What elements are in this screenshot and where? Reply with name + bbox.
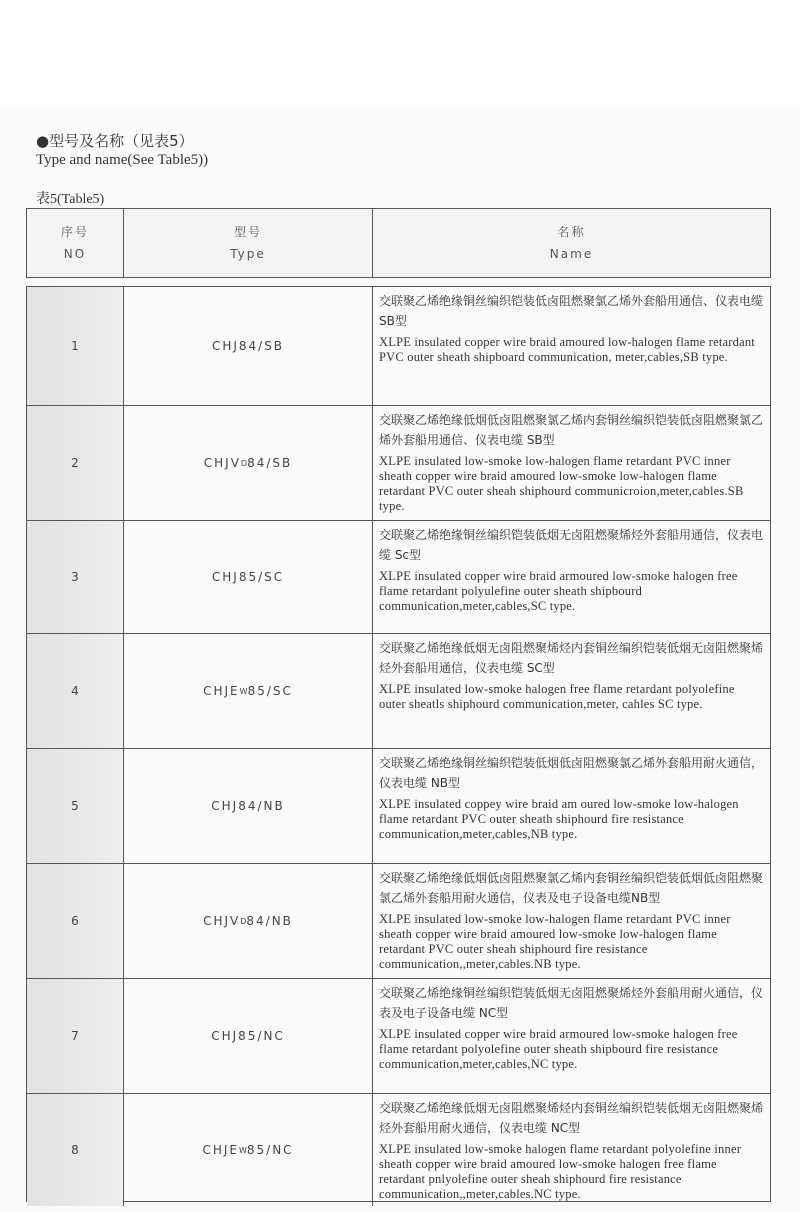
row-name-cn: 交联聚乙烯绝缘铜丝编织铠装低卤阻燃聚氯乙烯外套船用通信、仪表电缆 SB型 — [379, 294, 764, 328]
row-type: CHJE W 85/SC — [124, 634, 373, 748]
table-caption: 表5(Table5) — [36, 192, 105, 207]
row-name — [373, 864, 770, 978]
table-row — [27, 864, 770, 979]
row-name-cn: 交联聚乙烯绝缘铜丝编织铠装低烟无卤阻燃聚烯烃外套船用耐火通信，仪表及电子设备电缆 NC型 — [379, 986, 764, 1020]
document-page — [0, 108, 800, 1212]
row-type: CHJ85/NC — [124, 979, 373, 1093]
header-type — [124, 209, 373, 277]
header-no-cn: 序号 — [60, 225, 89, 239]
row-number: 5 — [27, 749, 124, 863]
row-type: CHJV D 84/SB — [124, 406, 373, 520]
row-name-en: XLPE insulated low-smoke halogen flame retardant polyolefine inner sheath copper wire braid amoured low-smoke halogen free flame retardant pnlyolefine outer sheah shiphourd fire resistance communication,,meter,cables.NC type. — [379, 1142, 742, 1201]
table-row — [27, 1094, 770, 1206]
row-number: 7 — [27, 979, 124, 1093]
table-row — [27, 749, 770, 864]
header-no-en: NO — [63, 247, 87, 261]
table-row — [27, 979, 770, 1094]
row-name-en: XLPE insulated coppey wire braid am oured low-smoke low-halogen flame retardant PVC outer sheath shiphourd fire resistance communication,meter,cables,NB type. — [379, 797, 739, 841]
table-row — [27, 521, 770, 634]
table-row — [27, 406, 770, 521]
row-name-cn: 交联聚乙烯绝缘低烟低卤阻燃聚氯乙烯内套铜丝编织铠装低烟低卤阻燃聚氯乙烯外套船用耐火通信，仪表及电子设备电缆NB型 — [379, 871, 764, 905]
header-name — [373, 209, 770, 277]
row-name-cn: 交联聚乙烯绝缘铜丝编织铠装低烟低卤阻燃聚氯乙烯外套船用耐火通信，仪表电缆 NB型 — [379, 756, 764, 790]
section-heading-en: Type and name(See Table5)) — [36, 152, 209, 168]
header-name-en: Name — [549, 247, 594, 261]
row-name-en: XLPE insulated low-smoke halogen free flame retardant polyolefine outer sheatls shiphourd communication,meter, cahles SC type. — [379, 682, 735, 711]
row-number: 2 — [27, 406, 124, 520]
row-name — [373, 521, 770, 633]
header-no — [27, 209, 124, 277]
row-number: 1 — [27, 287, 124, 405]
row-name — [373, 1094, 770, 1206]
row-number: 3 — [27, 521, 124, 633]
row-type: CHJE W 85/NC — [124, 1094, 373, 1206]
row-name — [373, 634, 770, 748]
row-name-cn: 交联聚乙烯绝缘铜丝编织铠装低烟无卤阻燃聚烯烃外套船用通信，仪表电缆 Sc型 — [379, 528, 764, 562]
row-type: CHJ84/SB — [124, 287, 373, 405]
row-name — [373, 749, 770, 863]
row-number: 4 — [27, 634, 124, 748]
row-name-en: XLPE insulated copper wire braid amoured low-halogen flame retardant PVC outer sheath shipboard communication, meter,cables,SB type. — [379, 335, 755, 364]
row-number: 6 — [27, 864, 124, 978]
section-heading-cn: ●型号及名称（见表5） — [36, 132, 194, 150]
row-name-cn: 交联聚乙烯绝缘低烟低卤阻燃聚氯乙烯内套铜丝编织铠装低卤阻燃聚氯乙烯外套船用通信、仪表电缆 SB型 — [379, 413, 764, 447]
row-name — [373, 406, 770, 520]
row-name — [373, 979, 770, 1093]
row-name-en: XLPE insulated low-smoke low-halogen flame retardant PVC inner sheath copper wire braid amoured low-smoke low-halogen flame retardant PVC outer sheah shiphourd fire resistance communication,,meter,cables.NB type. — [379, 912, 731, 971]
header-name-cn: 名称 — [557, 225, 586, 239]
table-header — [26, 208, 771, 278]
row-name-en: XLPE insulated copper wire braid armoured low-smoke halogen free flame retardant polyulefine outer sheath shipbourd communication,meter,cables,SC type. — [379, 569, 738, 613]
row-name — [373, 287, 770, 405]
row-name-cn: 交联聚乙烯绝缘低烟无卤阻燃聚烯烃内套铜丝编织铠装低烟无卤阻燃聚烯烃外套船用通信，仪表电缆 SC型 — [379, 641, 764, 675]
row-type: CHJ84/NB — [124, 749, 373, 863]
row-type: CHJ85/SC — [124, 521, 373, 633]
row-name-en: XLPE insulated low-smoke low-halogen flame retardant PVC inner sheath copper wire braid amoured low-smoke low-halogen flame retardant PVC outer sheah shiphourd communicroion,meter,cables.SB type. — [379, 454, 744, 513]
table-body — [26, 286, 771, 1202]
row-number: 8 — [27, 1094, 124, 1206]
row-type: CHJV D 84/NB — [124, 864, 373, 978]
row-name-en: XLPE insulated copper wire braid armoured low-smoke halogen free flame retardant polyolefine outer sheath shipbourd fire resistance communication,meter,cables,NC type. — [379, 1027, 738, 1071]
header-type-en: Type — [230, 247, 266, 261]
table-row — [27, 287, 770, 406]
table-row — [27, 634, 770, 749]
header-type-cn: 型号 — [233, 225, 262, 239]
row-name-cn: 交联聚乙烯绝缘低烟无卤阻燃聚烯烃内套铜丝编织铠装低烟无卤阻燃聚烯烃外套船用耐火通信，仪表电缆 NC型 — [379, 1101, 764, 1135]
